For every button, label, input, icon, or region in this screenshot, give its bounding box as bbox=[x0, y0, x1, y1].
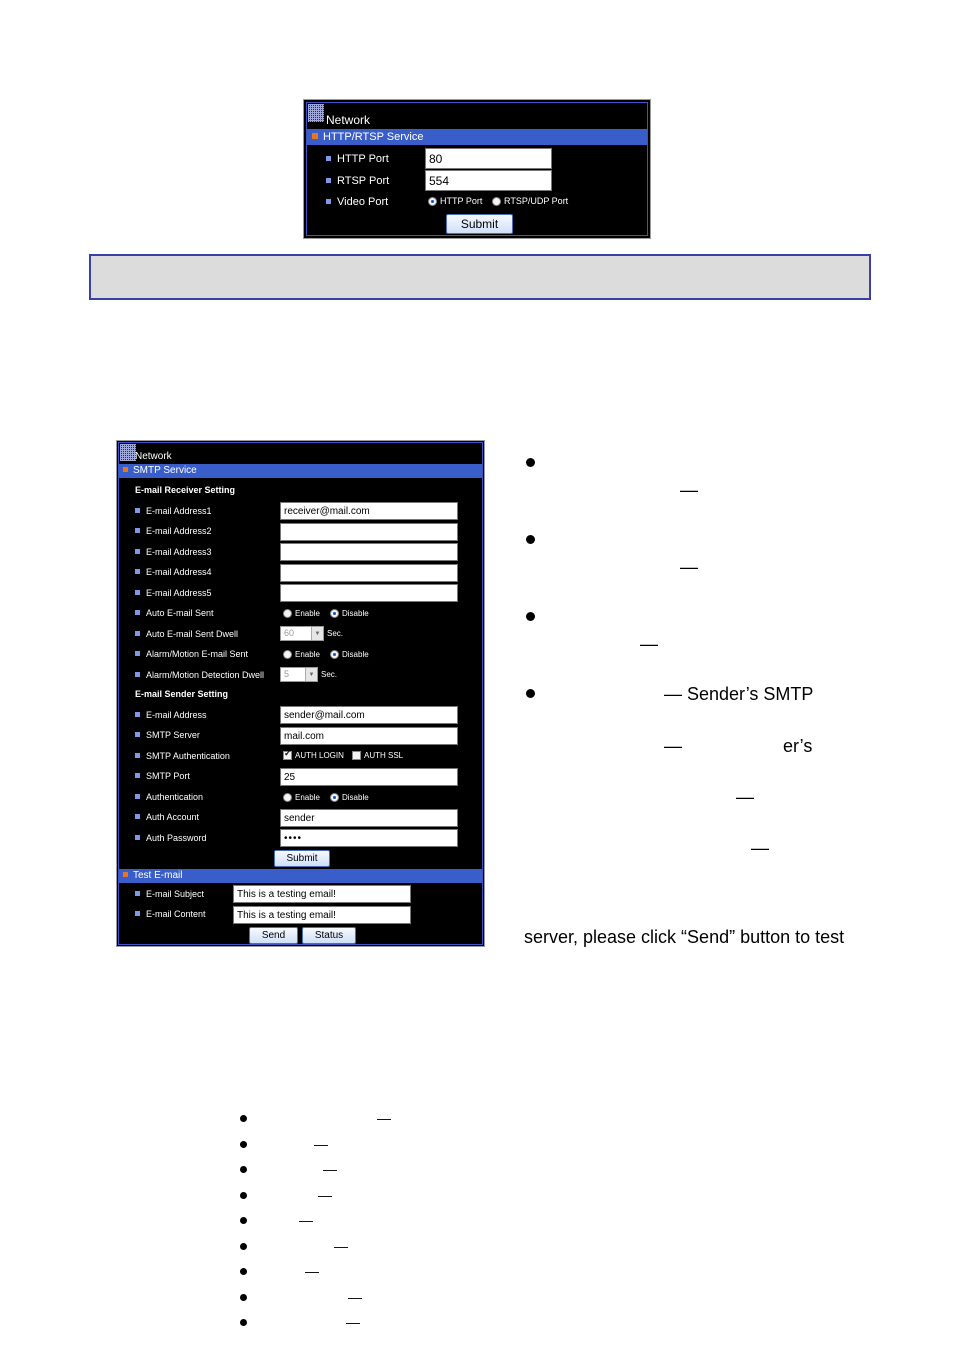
list-dash: — bbox=[348, 1289, 362, 1305]
bullet-square-icon bbox=[135, 712, 140, 717]
dash-text: — bbox=[680, 557, 698, 577]
smtp-submit-button[interactable]: Submit bbox=[274, 850, 330, 867]
bullet-square-icon bbox=[135, 508, 140, 513]
bullet-square-icon bbox=[135, 835, 140, 840]
email-address3-input[interactable] bbox=[280, 543, 458, 561]
auto-email-dwell-select[interactable]: 60 ▼ bbox=[280, 626, 324, 641]
receiver-setting-heading: E-mail Receiver Setting bbox=[135, 485, 236, 495]
auto-email-sent-label: Auto E-mail Sent bbox=[135, 608, 214, 618]
list-bullet bbox=[240, 1166, 247, 1173]
alarm-email-enable-option[interactable]: Enable bbox=[283, 650, 320, 659]
list-bullet bbox=[240, 1217, 247, 1224]
radio-selected-icon[interactable] bbox=[428, 197, 437, 206]
section-title: HTTP/RTSP Service bbox=[323, 131, 424, 143]
video-port-rtsp-udp-option[interactable]: RTSP/UDP Port bbox=[492, 196, 568, 206]
auth-login-checkbox[interactable]: ✓ AUTH LOGIN bbox=[283, 751, 344, 760]
auto-email-enable-option[interactable]: Enable bbox=[283, 609, 320, 618]
rtsp-port-input[interactable] bbox=[425, 170, 552, 191]
http-port-label: HTTP Port bbox=[326, 153, 389, 165]
checkbox-checked-icon[interactable] bbox=[283, 751, 292, 760]
alarm-email-sent-label: Alarm/Motion E-mail Sent bbox=[135, 649, 248, 659]
auth-account-input[interactable] bbox=[280, 809, 458, 827]
section-header-smtp bbox=[119, 464, 482, 478]
email-address2-label: E-mail Address2 bbox=[135, 526, 212, 536]
bullet-square-icon bbox=[135, 891, 140, 896]
submit-button[interactable]: Submit bbox=[446, 214, 513, 234]
smtp-port-label: SMTP Port bbox=[135, 771, 190, 781]
authentication-label: Authentication bbox=[135, 792, 203, 802]
email-address2-input[interactable] bbox=[280, 523, 458, 541]
list-bullet bbox=[240, 1115, 247, 1122]
radio-unselected-icon[interactable] bbox=[492, 197, 501, 206]
bullet-square-icon bbox=[135, 911, 140, 916]
list-bullet bbox=[240, 1294, 247, 1301]
smtp-inner bbox=[118, 442, 483, 945]
http-rtsp-panel bbox=[303, 99, 651, 239]
auth-password-input[interactable] bbox=[280, 829, 458, 847]
checkbox-unchecked-icon[interactable] bbox=[352, 751, 361, 760]
section-marker-icon bbox=[123, 872, 128, 877]
list-bullet bbox=[240, 1268, 247, 1275]
auth-ssl-checkbox[interactable]: AUTH SSL bbox=[352, 751, 403, 760]
email-address4-label: E-mail Address4 bbox=[135, 567, 212, 577]
bullet-square-icon bbox=[135, 651, 140, 656]
smtp-panel bbox=[116, 440, 485, 947]
gray-note-bar bbox=[89, 254, 871, 300]
section-title: SMTP Service bbox=[133, 465, 197, 476]
bullet-square-icon bbox=[326, 178, 331, 183]
dash-text: — bbox=[664, 736, 682, 756]
list-bullet bbox=[240, 1319, 247, 1326]
alarm-dwell-unit: Sec. bbox=[321, 670, 338, 679]
panel-title: Network bbox=[135, 451, 172, 462]
bullet-square-icon bbox=[135, 590, 140, 595]
list-dash: — bbox=[314, 1136, 328, 1152]
bullet-square-icon bbox=[135, 814, 140, 819]
smtp-server-label: SMTP Server bbox=[135, 730, 200, 740]
bullet-square-icon bbox=[326, 199, 331, 204]
authentication-enable-option[interactable]: Enable bbox=[283, 793, 320, 802]
section-marker-icon bbox=[123, 467, 128, 472]
radio-selected-icon[interactable] bbox=[330, 609, 339, 618]
section-title: Test E-mail bbox=[133, 870, 183, 881]
radio-unselected-icon[interactable] bbox=[283, 793, 292, 802]
email-address1-input[interactable] bbox=[280, 502, 458, 520]
email-address3-label: E-mail Address3 bbox=[135, 547, 212, 557]
smtp-port-input[interactable] bbox=[280, 768, 458, 786]
dash-text: — bbox=[736, 787, 754, 807]
list-dash: — bbox=[305, 1263, 319, 1279]
auto-email-dwell-label: Auto E-mail Sent Dwell bbox=[135, 629, 238, 639]
bullet-square-icon bbox=[135, 549, 140, 554]
http-port-input[interactable] bbox=[425, 148, 552, 169]
video-port-label: Video Port bbox=[326, 196, 388, 208]
sender-email-label: E-mail Address bbox=[135, 710, 207, 720]
bullet-square-icon bbox=[135, 528, 140, 533]
email-address4-input[interactable] bbox=[280, 564, 458, 582]
section-marker-icon bbox=[312, 133, 318, 139]
alarm-dwell-select[interactable]: 5 ▼ bbox=[280, 667, 318, 682]
bullet-square-icon bbox=[135, 569, 140, 574]
alarm-email-disable-option[interactable]: Disable bbox=[330, 650, 369, 659]
chevron-down-icon[interactable]: ▼ bbox=[305, 668, 317, 681]
radio-unselected-icon[interactable] bbox=[283, 650, 292, 659]
bullet-dot bbox=[526, 612, 535, 621]
http-rtsp-inner bbox=[306, 102, 648, 236]
bullet-dot bbox=[526, 458, 535, 467]
panel-title: Network bbox=[326, 113, 371, 127]
ers-fragment-text: er’s bbox=[783, 736, 813, 756]
smtp-server-input[interactable] bbox=[280, 727, 458, 745]
bullet-square-icon bbox=[135, 773, 140, 778]
alarm-dwell-label: Alarm/Motion Detection Dwell bbox=[135, 670, 264, 680]
radio-unselected-icon[interactable] bbox=[283, 609, 292, 618]
dash-text: — bbox=[680, 480, 698, 500]
email-content-input[interactable] bbox=[233, 906, 411, 924]
section-header-test-email bbox=[119, 869, 482, 883]
email-address1-label: E-mail Address1 bbox=[135, 506, 212, 516]
smtp-auth-label: SMTP Authentication bbox=[135, 751, 230, 761]
radio-selected-icon[interactable] bbox=[330, 793, 339, 802]
auth-password-label: Auth Password bbox=[135, 833, 207, 843]
sender-setting-heading: E-mail Sender Setting bbox=[135, 689, 229, 699]
bullet-square-icon bbox=[135, 672, 140, 677]
list-dash: — bbox=[299, 1212, 313, 1228]
list-dash: — bbox=[346, 1314, 360, 1330]
network-grid-icon bbox=[308, 104, 324, 122]
list-dash: — bbox=[377, 1110, 391, 1126]
bullet-square-icon bbox=[326, 156, 331, 161]
bullet-dot bbox=[526, 689, 535, 698]
bullet-square-icon bbox=[135, 794, 140, 799]
smtp-line-text: — Sender’s SMTP bbox=[664, 684, 814, 704]
email-address5-label: E-mail Address5 bbox=[135, 588, 212, 598]
email-subject-input[interactable] bbox=[233, 885, 411, 903]
list-bullet bbox=[240, 1192, 247, 1199]
radio-selected-icon[interactable] bbox=[330, 650, 339, 659]
bullet-square-icon bbox=[135, 610, 140, 615]
auth-account-label: Auth Account bbox=[135, 812, 199, 822]
send-button[interactable]: Send bbox=[249, 927, 298, 944]
email-address5-input[interactable] bbox=[280, 584, 458, 602]
list-dash: — bbox=[323, 1161, 337, 1177]
email-content-label: E-mail Content bbox=[135, 909, 206, 919]
dash-text: — bbox=[640, 634, 658, 654]
server-line-text: server, please click “Send” button to test bbox=[524, 927, 845, 947]
network-grid-icon bbox=[120, 444, 136, 461]
bullet-square-icon bbox=[135, 732, 140, 737]
list-dash: — bbox=[318, 1187, 332, 1203]
list-bullet bbox=[240, 1141, 247, 1148]
authentication-disable-option[interactable]: Disable bbox=[330, 793, 369, 802]
list-bullet bbox=[240, 1243, 247, 1250]
bullet-square-icon bbox=[135, 753, 140, 758]
list-dash: — bbox=[334, 1238, 348, 1254]
bullet-square-icon bbox=[135, 631, 140, 636]
status-button[interactable]: Status bbox=[302, 927, 356, 944]
email-subject-label: E-mail Subject bbox=[135, 889, 204, 899]
section-header-http-rtsp bbox=[307, 129, 647, 145]
rtsp-port-label: RTSP Port bbox=[326, 175, 389, 187]
chevron-down-icon[interactable]: ▼ bbox=[311, 627, 323, 640]
video-port-http-option[interactable]: HTTP Port bbox=[428, 196, 482, 206]
bullet-dot bbox=[526, 535, 535, 544]
dash-text: — bbox=[751, 838, 769, 858]
auto-dwell-unit: Sec. bbox=[327, 629, 344, 638]
auto-email-disable-option[interactable]: Disable bbox=[330, 609, 369, 618]
sender-email-input[interactable] bbox=[280, 706, 458, 724]
